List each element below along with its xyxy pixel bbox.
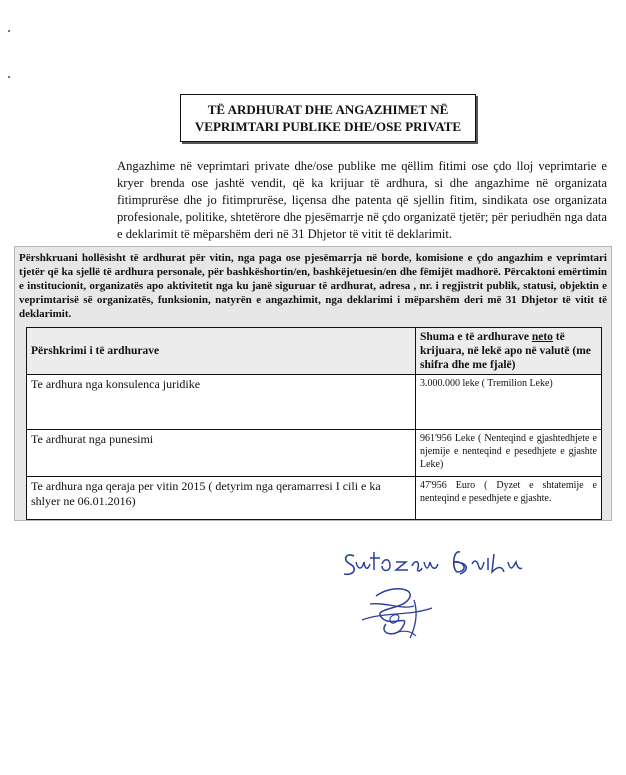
- table-row: [27, 430, 602, 477]
- table-row: [27, 375, 602, 430]
- table-header-row: [27, 328, 602, 375]
- signature-scribble: [352, 582, 444, 646]
- row-amount: 961'956 Leke ( Nenteqind e gjashtedhjete e njemije e nenteqind e pesedhjete e gjashte Leke): [416, 430, 602, 477]
- section-title-line-1: TË ARDHURAT DHE ANGAZHIMET NË: [207, 102, 449, 117]
- handwritten-name-signature: [340, 548, 540, 582]
- header-amount-cell: [416, 328, 602, 375]
- row-description: Te ardhura nga qeraja per vitin 2015 ( detyrim nga qeramarresi I cili e ka shlyer ne 06.01.2016): [27, 477, 416, 520]
- row-description: Te ardhura nga konsulenca juridike: [27, 375, 416, 430]
- table-row: [27, 477, 602, 520]
- income-table: [26, 327, 602, 520]
- header-amount-underlined: neto: [531, 331, 553, 343]
- section-title-line-2: VEPRIMTARI PUBLIKE DHE/OSE PRIVATE: [194, 119, 462, 134]
- section-title-box: [180, 94, 476, 142]
- header-amount-pre: Shuma e të ardhurave: [420, 331, 532, 343]
- scan-speck: [8, 76, 10, 78]
- row-amount: 47'956 Euro ( Dyzet e shtatemije e nenteqind e pesedhjete e gjashte.: [416, 477, 602, 520]
- scan-speck: [8, 30, 10, 32]
- income-panel: [14, 246, 612, 521]
- intro-paragraph: Angazhime në veprimtari private dhe/ose publike me qëllim fitimi ose çdo lloj veprimtarie e kryer brenda ose jashtë vendit, që ka krijuar të ardhura, si dhe angazhime në organizata fitimprurëse dhe jo fitimprurëse, liçensa dhe patenta që sjellin fitim, sindikata ose organizata profesionale, politike, shtetërore dhe pjesëmarrje në çdo organizatë tjetër; për periudhën nga data e deklarimit të mëparshëm deri në 31 Dhjetor të vitit të deklarimit.: [117, 159, 607, 241]
- header-amount-post: të krijuara, në lekë apo në valutë (me shifra dhe me fjalë): [420, 331, 591, 371]
- row-description: Te ardhurat nga punesimi: [27, 430, 416, 477]
- header-description-cell: Përshkrimi i të ardhurave: [27, 328, 416, 375]
- instructions-text: Përshkruani hollësisht të ardhurat për vitin, nga paga ose pjesëmarrja në borde, komisione e çdo angazhim e veprimtari tjetër që ka sjellë të ardhura personale, për bashkëshortin/en, bashkëjetuesin/en dhe fëmijët madhorë. Përcaktoni emërtimin e institucionit, organizatës apo aktivitetit nga ku janë siguruar të ardhurat, adresa , nr. i regjistrit publik, statusi, objektin e veprimtarisë së organizatës, funksionin, natyrën e angazhimit, nga deklarimi i mëparshëm deri më 31 Dhjetor të vitit të deklarimit.: [19, 252, 607, 320]
- row-amount: 3.000.000 leke ( Tremilion Leke): [416, 375, 602, 430]
